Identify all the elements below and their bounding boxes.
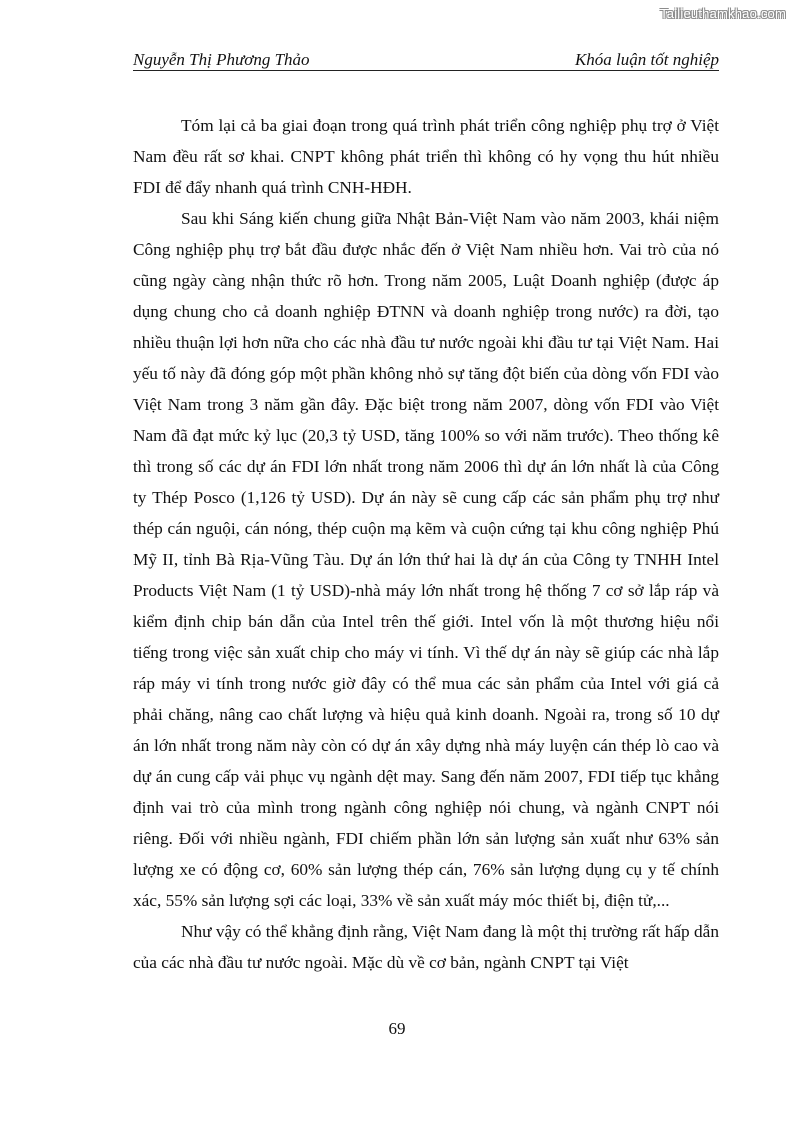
header-title: Khóa luận tốt nghiệp bbox=[574, 50, 719, 69]
paragraph-summary: Tóm lại cả ba giai đoạn trong quá trình phát triển công nghiệp phụ trợ ở Việt Nam đều rất sơ khai. CNPT không phát triển thì không có hy vọng thu hút nhiều FDI để đẩy nhanh quá trình CNH-HĐH. bbox=[133, 116, 719, 197]
paragraph-fdi-growth: Sau khi Sáng kiến chung giữa Nhật Bản-Việt Nam vào năm 2003, khái niệm Công nghiệp phụ trợ bắt đầu được nhắc đến ở Việt Nam nhiều hơn. Vai trò của nó cũng ngày càng nhận thức rõ hơn. Trong năm 2005, Luật Doanh nghiệp (được áp dụng chung cho cả doanh nghiệp ĐTNN và doanh nghiệp trong nước) ra đời, tạo nhiều thuận lợi hơn nữa cho các nhà đầu tư nước ngoài khi đầu tư tại Việt Nam. Hai yếu tố này đã đóng góp một phần không nhỏ sự tăng đột biến của dòng vốn FDI vào Việt Nam trong 3 năm gần đây. Đặc biệt trong năm 2007, dòng vốn FDI vào Việt Nam đã đạt mức kỷ lục (20,3 tỷ USD, tăng 100% so với năm trước). Theo thống kê thì trong số các dự án FDI lớn nhất trong năm 2006 thì dự án lớn nhất là của Công ty Thép Posco (1,126 tỷ USD). Dự án này sẽ cung cấp các sản phẩm phụ trợ như thép cán nguội, cán nóng, thép cuộn mạ kẽm và cuộn cứng tại khu công nghiệp Phú Mỹ II, tỉnh Bà Rịa-Vũng Tàu. Dự án lớn thứ hai là dự án của Công ty TNHH Intel Products Việt Nam (1 tỷ USD)-nhà máy lớn nhất trong hệ thống 7 cơ sở lắp ráp và kiểm định chip bán dẫn của Intel trên thế giới. Intel vốn là một thương hiệu nổi tiếng trong việc sản xuất chip cho máy vi tính. Vì thế dự án này sẽ giúp các nhà lắp ráp máy vi tính trong nước giờ đây có thể mua các sản phẩm của Intel với giá cả phải chăng, nâng cao chất lượng và hiệu quả kinh doanh. Ngoài ra, trong số 10 dự án lớn nhất trong năm này còn có dự án xây dựng nhà máy luyện cán thép lò cao và dự án cung cấp vải phục vụ ngành dệt may. Sang đến năm 2007, FDI tiếp tục khẳng định vai trò của mình trong ngành công nghiệp nói chung, và ngành CNPT nói riêng. Đối với nhiều ngành, FDI chiếm phần lớn sản lượng sản xuất như 63% sản lượng xe có động cơ, 60% sản lượng thép cán, 76% sản lượng dụng cụ y tế chính xác, 55% sản lượng sợi các loại, 33% về sản xuất máy móc thiết bị, điện tử,... bbox=[133, 209, 719, 910]
header-author: Nguyễn Thị Phương Thảo bbox=[133, 50, 310, 69]
page-number: 69 bbox=[388, 1019, 406, 1038]
page-header bbox=[133, 50, 719, 71]
watermark-text: Tailieuthamkhao.com bbox=[660, 6, 786, 21]
body-text bbox=[133, 110, 719, 978]
paragraph-conclusion: Như vậy có thể khẳng định rằng, Việt Nam đang là một thị trường rất hấp dẫn của các nhà đầu tư nước ngoài. Mặc dù về cơ bản, ngành CNPT tại Việt bbox=[133, 922, 719, 972]
